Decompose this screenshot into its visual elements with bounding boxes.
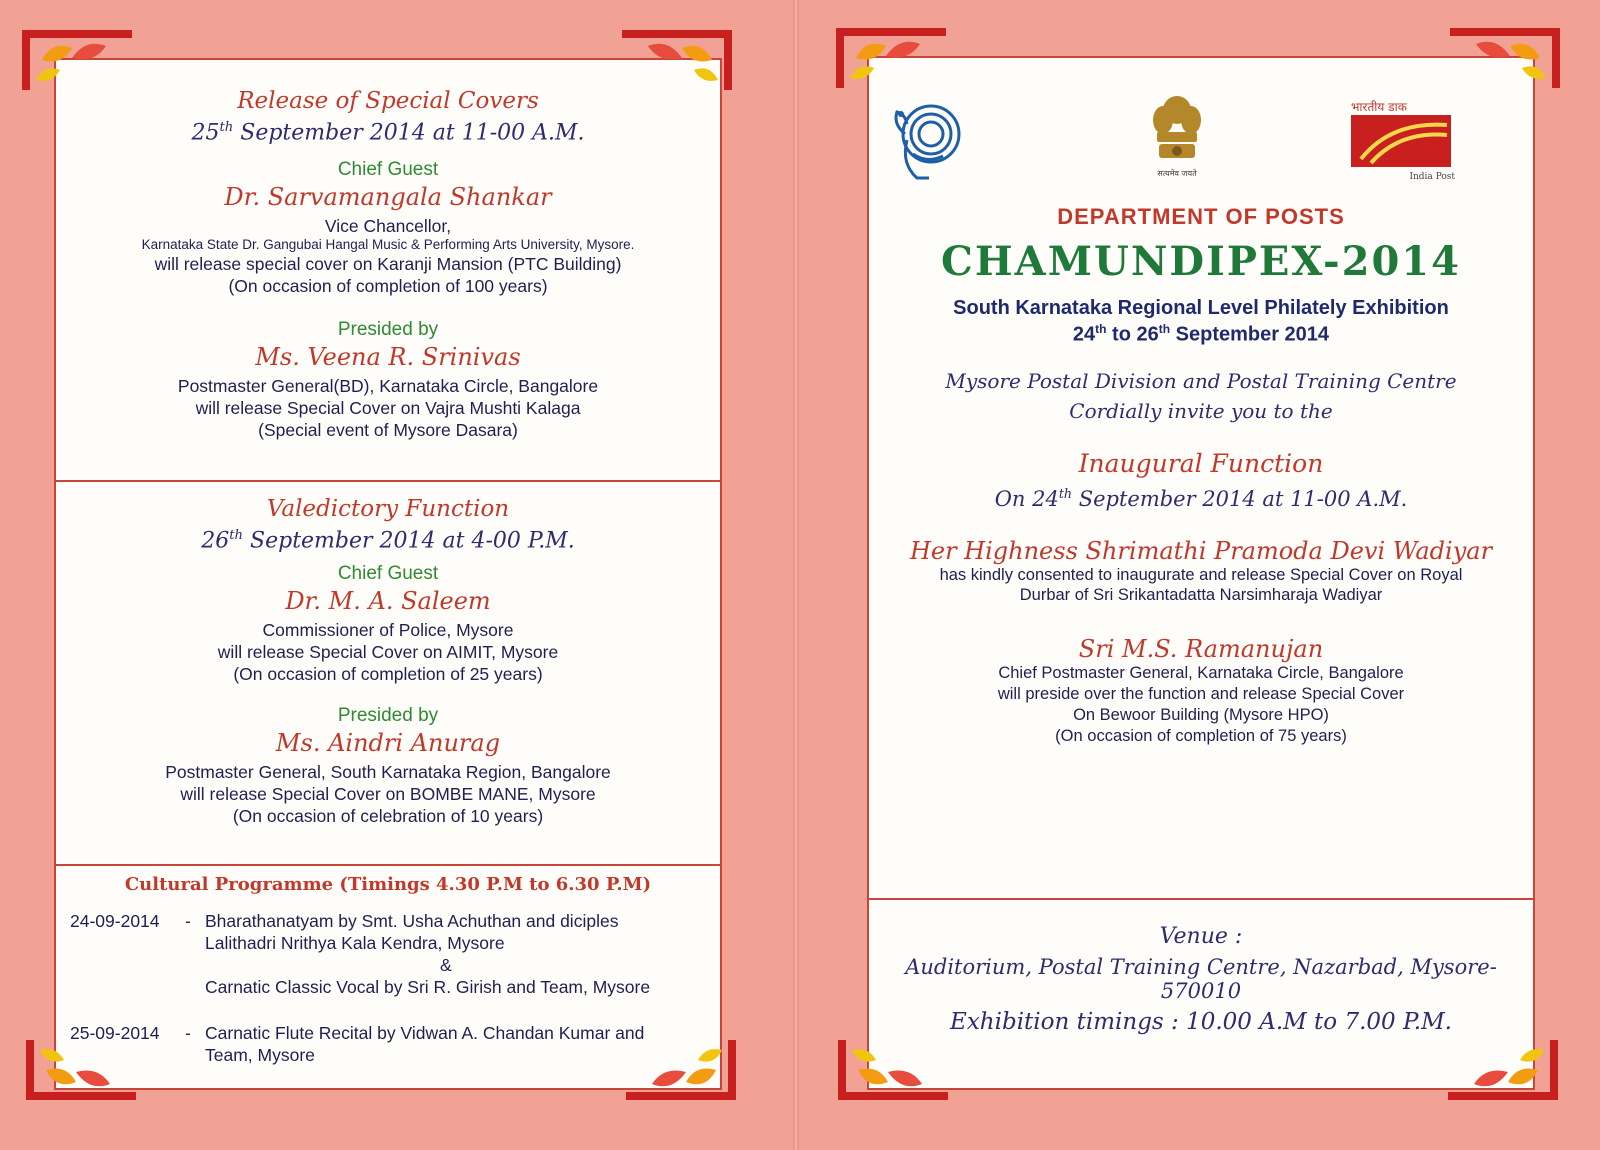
leaf-corner-icon (1448, 1040, 1558, 1100)
peacock-logo (883, 94, 963, 184)
release-chief-label: Chief Guest (337, 159, 439, 181)
invite-line-2: Cordially invite you to the (1069, 398, 1333, 423)
release-presided-title: Postmaster General(BD), Karnataka Circle, Bangalore (177, 376, 599, 397)
cultural-row-line2: Lalithadri Nrithya Kala Kendra, Mysore (205, 933, 505, 953)
cultural-row-amp: & (440, 955, 452, 975)
preside-line-1: Chief Postmaster General, Karnataka Circle, Bangalore (998, 663, 1404, 682)
release-presided-name: Ms. Veena R. Srinivas (255, 343, 521, 372)
release-section (56, 88, 720, 441)
valedictory-presided-title: Postmaster General, South Karnataka Region, Bangalore (165, 762, 611, 783)
valedictory-date-rest: September 2014 at 4-00 P.M. (243, 528, 575, 554)
release-presided-occasion: (Special event of Mysore Dasara) (258, 420, 518, 441)
cultural-row-date: 24-09-2014 (70, 911, 160, 931)
release-chief-name: Dr. Sarvamangala Shankar (224, 183, 552, 212)
leaf-corner-icon (836, 28, 946, 88)
dates-from: 24 (1072, 323, 1096, 346)
release-presided-label: Presided by (337, 319, 439, 341)
release-chief-title: Vice Chancellor, (324, 216, 452, 237)
preside-line-2: will preside over the function and release Special Cover (997, 684, 1405, 703)
exhibition-subtitle: South Karnataka Regional Level Philately Exhibition (953, 297, 1449, 319)
valedictory-date-day: 26 (201, 528, 230, 554)
cultural-list (56, 910, 720, 1080)
invite-line-1: Mysore Postal Division and Postal Training Centre (945, 368, 1457, 393)
inaugural-day: 24 (1032, 486, 1059, 511)
left-divider-1 (56, 480, 720, 482)
card-fold (793, 0, 799, 1150)
valedictory-heading: Valedictory Function (266, 496, 510, 522)
guest-line-2: Durbar of Sri Srikantadatta Narsimharaja Wadiyar (1019, 585, 1383, 604)
valedictory-section (56, 496, 720, 827)
preside-name: Sri M.S. Ramanujan (1078, 634, 1324, 663)
india-post-hindi: भारतीय डाक (1351, 100, 1407, 114)
cultural-row-dash: - (185, 1023, 191, 1043)
right-divider (869, 898, 1533, 900)
dates-to-sup: th (1158, 322, 1171, 336)
guest-line-1: has kindly consented to inaugurate and release Special Cover on Royal (939, 565, 1463, 584)
right-header (869, 204, 1533, 747)
emblem-motto: सत्यमेव जयते (1157, 169, 1197, 178)
valedictory-chief-name: Dr. M. A. Saleem (285, 587, 491, 616)
exhibition-timings: Exhibition timings : 10.00 A.M to 7.00 P.M. (950, 1009, 1452, 1035)
valedictory-presided-occasion: (On occasion of celebration of 10 years) (232, 806, 544, 827)
cultural-row-line2: Team, Mysore (205, 1045, 315, 1065)
release-chief-occasion: (On occasion of completion of 100 years) (228, 276, 548, 297)
release-heading: Release of Special Covers (237, 88, 539, 114)
state-emblem-logo (1149, 92, 1205, 184)
dates-to: 26 (1136, 323, 1159, 346)
cultural-row-date: 25-09-2014 (70, 1023, 160, 1043)
leaf-corner-icon (22, 30, 132, 90)
leaf-corner-icon (1450, 28, 1560, 88)
release-chief-org: Karnataka State Dr. Gangubai Hangal Music & Performing Arts University, Mysore. (141, 237, 635, 253)
valedictory-chief-release: will release Special Cover on AIMIT, Mysore (217, 642, 559, 663)
release-chief-release: will release special cover on Karanji Mansion (PTC Building) (154, 254, 622, 275)
department-title: DEPARTMENT OF POSTS (1057, 204, 1345, 229)
exhibition-dates (869, 322, 1533, 347)
valedictory-chief-occasion: (On occasion of completion of 25 years) (233, 664, 543, 685)
venue-label: Venue : (1159, 924, 1243, 949)
valedictory-presided-release: will release Special Cover on BOMBE MANE, Mysore (180, 784, 596, 805)
left-panel (54, 58, 722, 1090)
valedictory-presided-name: Ms. Aindri Anurag (275, 729, 501, 758)
valedictory-date-sup: th (229, 528, 244, 543)
release-date (56, 120, 720, 145)
inaugural-heading: Inaugural Function (1078, 448, 1324, 478)
preside-line-3: On Bewoor Building (Mysore HPO) (1073, 705, 1329, 724)
release-date-sup: th (219, 120, 234, 135)
post-horn-icon (1351, 115, 1451, 167)
exhibition-title: CHAMUNDIPEX-2014 (941, 238, 1461, 285)
venue-address: Auditorium, Postal Training Centre, Nazarbad, Mysore-570010 (905, 955, 1497, 1003)
dates-rest: September 2014 (1170, 323, 1330, 346)
cultural-section (56, 874, 720, 895)
inaugural-sup: th (1058, 485, 1073, 501)
inaugural-rest: September 2014 at 11-00 A.M. (1072, 486, 1408, 511)
release-presided-release: will release Special Cover on Vajra Mushti Kalaga (195, 398, 581, 419)
leaf-corner-icon (26, 1040, 136, 1100)
dates-to-word: to (1106, 323, 1137, 346)
dates-from-sup: th (1095, 322, 1107, 336)
valedictory-chief-label: Chief Guest (337, 563, 439, 585)
preside-line-4: (On occasion of completion of 75 years) (1055, 726, 1347, 745)
cultural-row-dash: - (185, 911, 191, 931)
india-post-english: India Post (1409, 172, 1455, 182)
valedictory-chief-title: Commissioner of Police, Mysore (262, 620, 514, 641)
leaf-corner-icon (622, 30, 732, 90)
left-divider-2 (56, 864, 720, 866)
india-post-logo (1351, 98, 1461, 182)
guest-name: Her Highness Shrimathi Pramoda Devi Wadiyar (909, 536, 1493, 565)
inaugural-date (869, 486, 1533, 511)
right-panel (867, 56, 1535, 1090)
valedictory-presided-label: Presided by (337, 705, 439, 727)
cultural-row-line1: Carnatic Flute Recital by Vidwan A. Chandan Kumar and (205, 1023, 645, 1043)
leaf-corner-icon (838, 1040, 948, 1100)
valedictory-date (56, 528, 720, 553)
cultural-heading: Cultural Programme (Timings 4.30 P.M to 6.30 P.M) (124, 874, 652, 895)
release-date-day: 25 (191, 120, 220, 146)
venue-section (869, 924, 1533, 1035)
leaf-corner-icon (626, 1040, 736, 1100)
release-date-rest: September 2014 at 11-00 A.M. (233, 120, 585, 146)
inaugural-prefix: On (994, 486, 1033, 511)
cultural-row-line3: Carnatic Classic Vocal by Sri R. Girish and Team, Mysore (205, 977, 651, 997)
cultural-row-line1: Bharathanatyam by Smt. Usha Achuthan and diciples (205, 911, 619, 931)
